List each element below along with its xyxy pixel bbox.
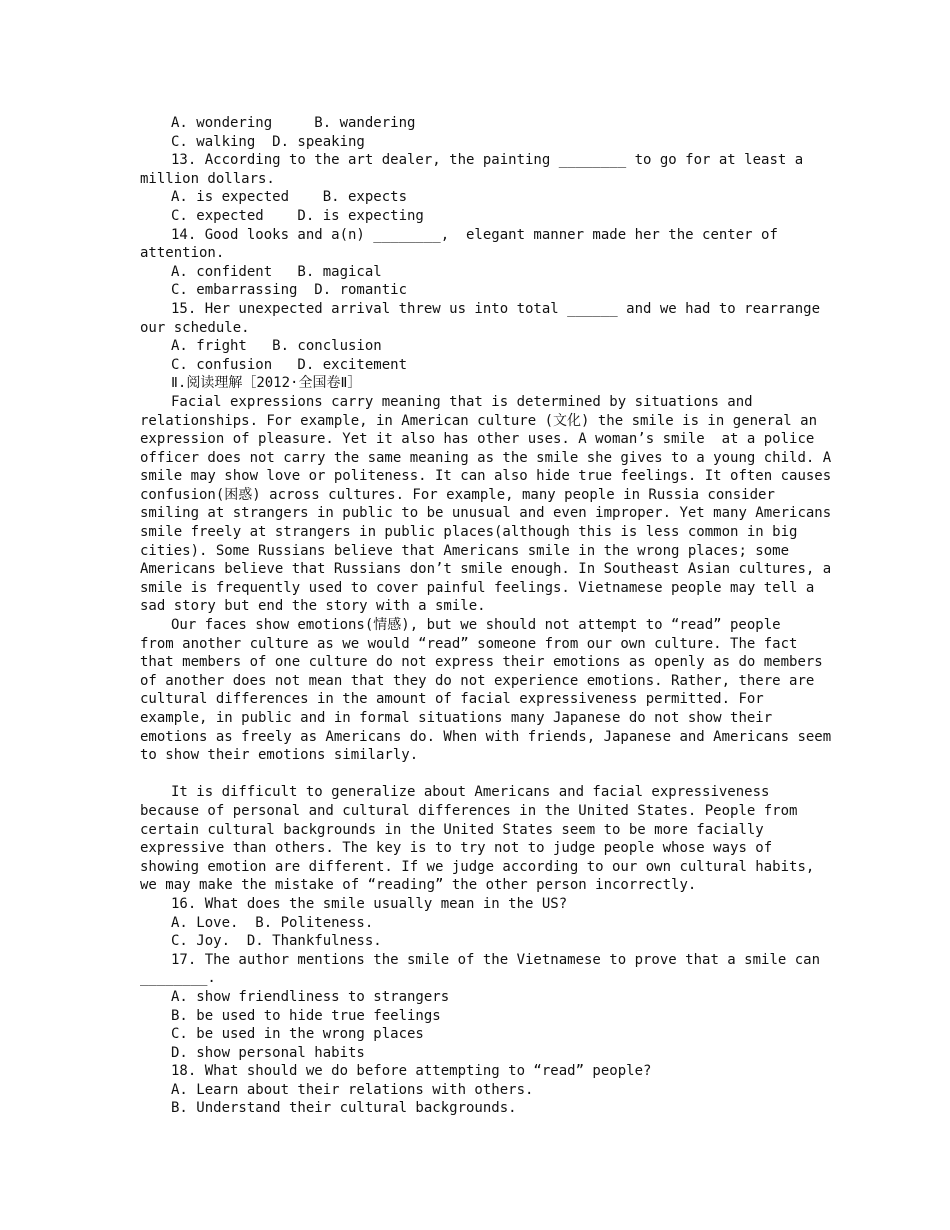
- passage-line: Americans believe that Russians don’t smile enough. In Southeast Asian cultures, a: [140, 561, 832, 578]
- passage-line: officer does not carry the same meaning as the smile she gives to a young child. A: [140, 449, 832, 466]
- q18-stem: 18. What should we do before attempting to “read” people?: [171, 1063, 652, 1080]
- passage-line: example, in public and in formal situations many Japanese do not show their: [140, 710, 773, 726]
- q17-stem-line-2: ________.: [140, 970, 216, 987]
- section-heading: Ⅱ.阅读理解［2012·全国卷Ⅱ］: [171, 375, 362, 392]
- passage-line: because of personal and cultural differences in the United States. People from: [140, 802, 798, 819]
- passage-line: we may make the mistake of “reading” the other person incorrectly.: [140, 877, 697, 894]
- q15-options-line-1: A. fright B. conclusion: [171, 338, 382, 355]
- passage-line: sad story but end the story with a smile.: [140, 598, 486, 615]
- q14-stem-line-1: 14. Good looks and a(n) ________, elegant manner made her the center of: [171, 226, 778, 243]
- passage-line: cities). Some Russians believe that Americans smile in the wrong places; some: [140, 542, 790, 559]
- q16-stem: 16. What does the smile usually mean in the US?: [171, 895, 568, 912]
- exam-page: [140, 114, 830, 1118]
- q15-options-line-2: C. confusion D. excitement: [171, 356, 408, 373]
- passage-line: certain cultural backgrounds in the United States seem to be more facially: [140, 821, 764, 838]
- passage-line: Our faces show emotions(情感), but we should not attempt to “read” people: [171, 617, 781, 634]
- q18-option-a: A. Learn about their relations with others.: [171, 1081, 534, 1098]
- passage-line: of another does not mean that they do not experience emotions. Rather, there are: [140, 672, 815, 689]
- q12-options-line-1: A. wondering B. wandering: [171, 115, 416, 131]
- passage-line: smile is frequently used to cover painful feelings. Vietnamese people may tell a: [140, 579, 815, 596]
- q15-stem-line-2: our schedule.: [140, 319, 250, 336]
- q14-options-line-2: C. embarrassing D. romantic: [171, 282, 408, 299]
- q14-options-line-1: A. confident B. magical: [171, 263, 382, 280]
- passage-line: showing emotion are different. If we judge according to our own cultural habits,: [140, 858, 815, 875]
- q17-option-d: D. show personal habits: [171, 1044, 365, 1061]
- passage-paragraph-2: [140, 616, 830, 765]
- q13-options-line-1: A. is expected B. expects: [171, 189, 408, 206]
- q12-options-line-2: C. walking D. speaking: [171, 133, 365, 150]
- q13-stem-line-2: million dollars.: [140, 170, 275, 187]
- passage-line: from another culture as we would “read” someone from our own culture. The fact: [140, 635, 798, 652]
- passage-line: expression of pleasure. Yet it also has other uses. A woman’s smile at a police: [140, 431, 815, 448]
- passage-line: Facial expressions carry meaning that is determined by situations and: [171, 393, 753, 410]
- passage-line: cultural differences in the amount of facial expressiveness permitted. For: [140, 691, 764, 708]
- q16-options-line-2: C. Joy. D. Thankfulness.: [171, 933, 382, 950]
- q13-options-line-2: C. expected D. is expecting: [171, 207, 424, 224]
- passage-line: smile may show love or politeness. It can also hide true feelings. It often causes: [140, 468, 832, 485]
- passage-line: to show their emotions similarly.: [140, 747, 419, 764]
- passage-line: smiling at strangers in public to be unusual and even improper. Yet many Americans: [140, 505, 832, 522]
- passage-line: confusion(困惑) across cultures. For example, many people in Russia consider: [140, 486, 775, 503]
- q15-stem-line-1: 15. Her unexpected arrival threw us into total ______ and we had to rearrange: [171, 300, 821, 317]
- passage-line: expressive than others. The key is to try not to judge people whose ways of: [140, 840, 773, 857]
- q18-option-b: B. Understand their cultural backgrounds.: [171, 1100, 517, 1117]
- passage-line: It is difficult to generalize about Americans and facial expressiveness: [171, 784, 770, 801]
- passage-paragraph-3: [140, 783, 830, 895]
- q17-option-a: A. show friendliness to strangers: [171, 988, 450, 1005]
- passage-line: smile freely at strangers in public places(although this is less common in big: [140, 524, 798, 541]
- passage-line: that members of one culture do not express their emotions as openly as do members: [140, 654, 823, 671]
- q13-stem-line-1: 13. According to the art dealer, the painting ________ to go for at least a: [171, 152, 804, 169]
- passage-line: relationships. For example, in American culture (文化) the smile is in general an: [140, 412, 818, 429]
- paragraph-gap: [140, 765, 830, 784]
- passage-line: emotions as freely as Americans do. When with friends, Japanese and Americans seem: [140, 728, 832, 745]
- q17-stem-line-1: 17. The author mentions the smile of the Vietnamese to prove that a smile can: [171, 951, 821, 968]
- q17-option-b: B. be used to hide true feelings: [171, 1007, 441, 1024]
- passage-paragraph-1: [140, 393, 830, 616]
- q14-stem-line-2: attention.: [140, 245, 225, 262]
- q16-options-line-1: A. Love. B. Politeness.: [171, 914, 374, 931]
- q17-option-c: C. be used in the wrong places: [171, 1026, 424, 1043]
